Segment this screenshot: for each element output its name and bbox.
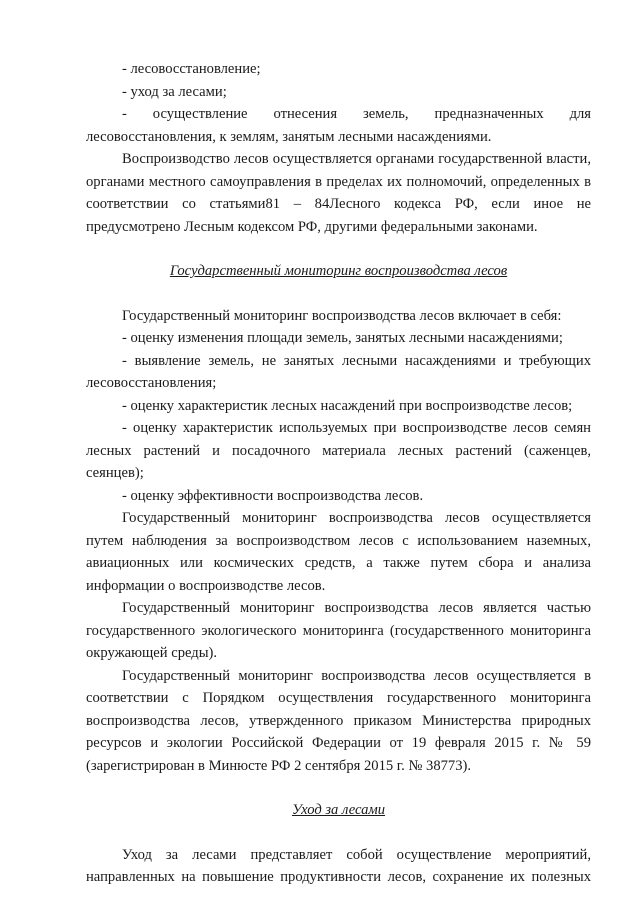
section-heading-forest-care: Уход за лесами (291, 802, 386, 818)
list-item-seed-characteristics: - оценку характеристик используемых при воспроизводстве лесов семян лесных растений и посадочного материала лесных растений (саженцев, сеянцев); (86, 420, 591, 481)
section-heading-monitoring: Государственный мониторинг воспроизводства лесов (169, 263, 508, 279)
list-item-land-assignment: - осуществление отнесения земель, предназначенных для лесовосстановления, к землям, занятым лесными насаждениями. (86, 106, 591, 145)
list-item-identify-lands: - выявление земель, не занятых лесными насаждениями и требующих лесовосстановления; (86, 352, 591, 391)
paragraph-monitoring-includes: Государственный мониторинг воспроизводства лесов включает в себя: (122, 307, 562, 324)
paragraph-monitoring-methods: Государственный мониторинг воспроизводства лесов осуществляется путем наблюдения за воспроизводством лесов с использованием наземных, авиационных или космических средств, а также путем сбора и анализа информации о воспроизводстве лесов. (86, 510, 591, 594)
list-item-stand-characteristics: - оценку характеристик лесных насаждений при воспроизводстве лесов; (122, 397, 573, 414)
list-item-area-change: - оценку изменения площади земель, занятых лесными насаждениями; (122, 330, 563, 346)
paragraph-reproduction-authorities: Воспроизводство лесов осуществляется органами государственной власти, органами местного самоуправления в пределах их полномочий, определенных в соответствии со статьями81 – 84Лесного кодекса РФ, если иное не предусмотрено Лесным кодексом РФ, другими федеральными законами. (86, 151, 591, 235)
paragraph-monitoring-order: Государственный мониторинг воспроизводства лесов осуществляется в соответствии с Порядком осуществления государственного мониторинга воспроизводства лесов, утвержденного приказом Министерства природных ресурсов и экологии Российской Федерации от 19 февраля 2015 г. № 59 (зарегистрирован в Минюсте РФ 2 сентября 2015 г. № 38773). (86, 667, 591, 774)
paragraph-forest-care-definition: Уход за лесами представляет собой осуществление мероприятий, направленных на повышение продуктивности лесов, сохранение их полезных (86, 846, 591, 885)
paragraph-monitoring-part-of: Государственный мониторинг воспроизводства лесов является частью государственного экологического мониторинга (государственного мониторинга окружающей среды). (86, 600, 591, 661)
document-page (86, 58, 591, 889)
list-item-reforestation: - лесовосстановление; (122, 61, 261, 77)
list-item-forest-care: - уход за лесами; (122, 83, 227, 100)
list-item-efficiency: - оценку эффективности воспроизводства лесов. (122, 487, 424, 504)
